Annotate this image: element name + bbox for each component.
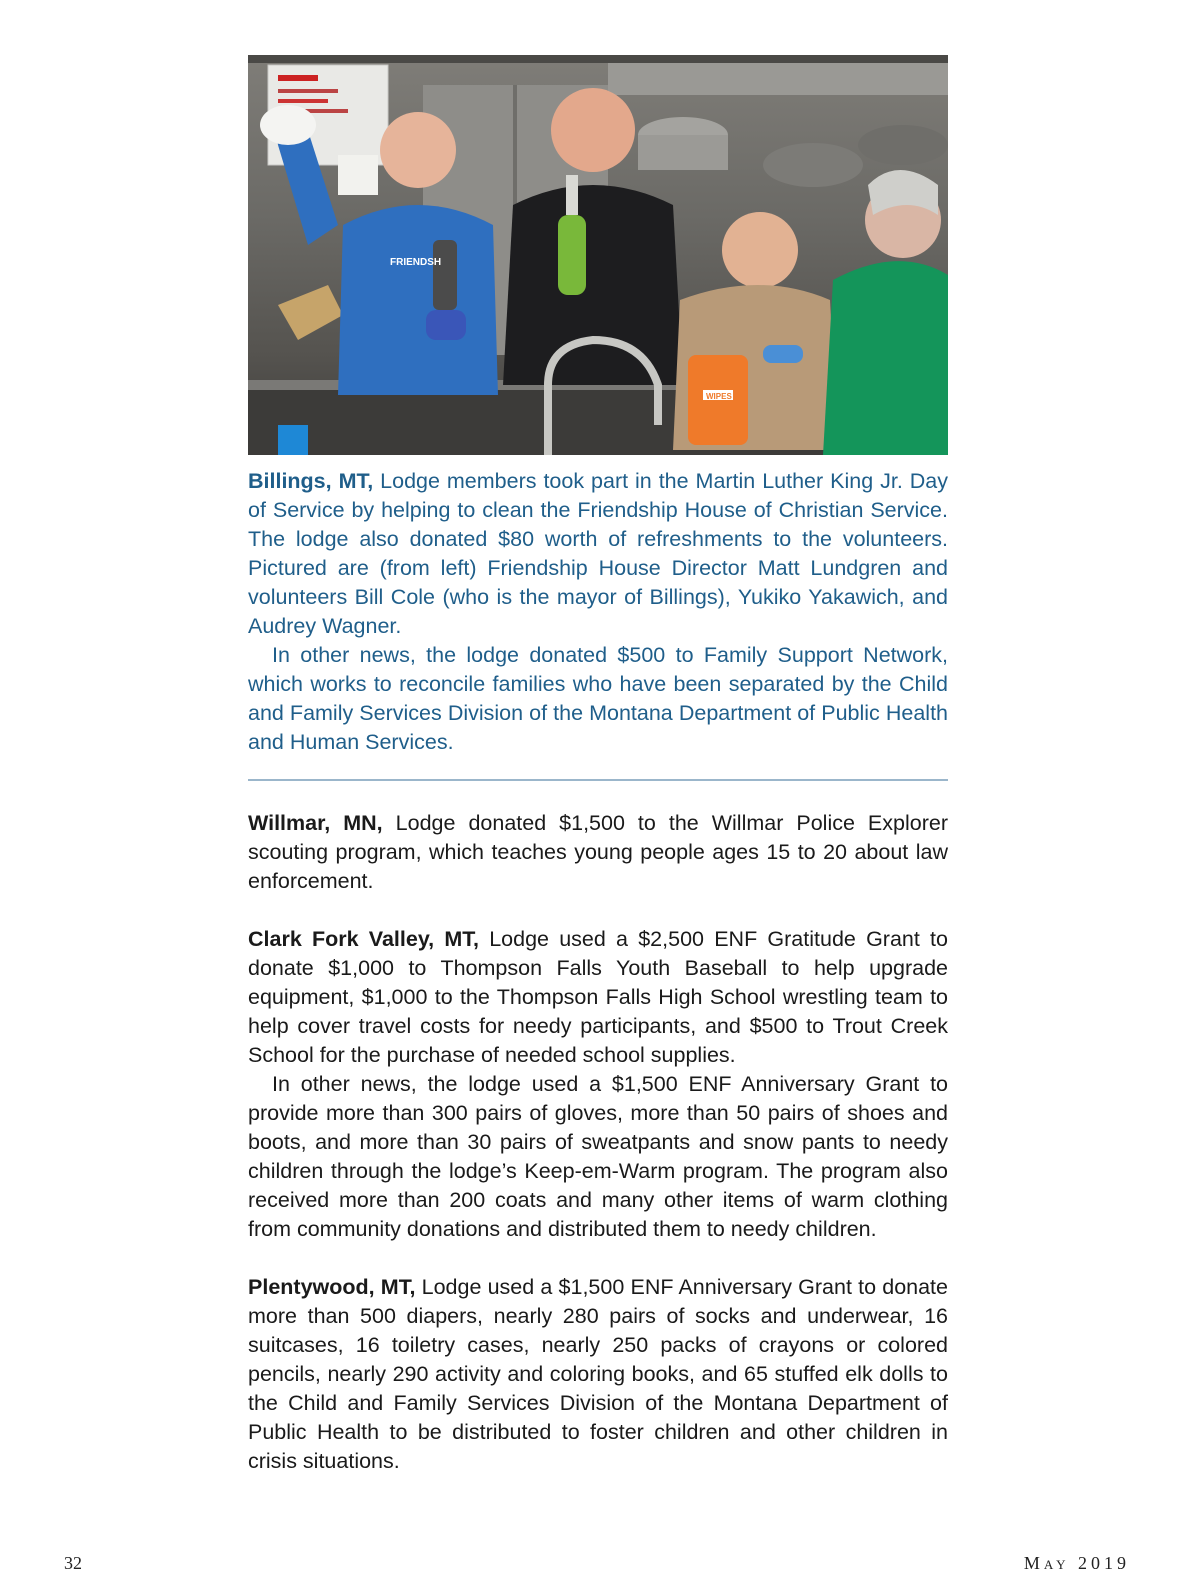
article-plentywood: [248, 1273, 948, 1476]
article-location: Willmar, MN,: [248, 811, 383, 835]
article-willmar: [248, 809, 948, 896]
photo-caption: [248, 467, 948, 757]
article-clark-fork-valley-followup: In other news, the lodge used a $1,500 ENF Anniversary Grant to provide more than 300 pairs of gloves, more than 50 pairs of shoes and boots, and more than 30 pairs of sweatpants and snow pants to needy children through the lodge’s Keep-em-Warm program. The program also received more than 200 coats and many other items of warm clothing from community donations and distributed them to needy children.: [248, 1072, 948, 1241]
caption-location: Billings, MT,: [248, 469, 374, 493]
lodge-news-list: [248, 809, 948, 1476]
article-location: Plentywood, MT,: [248, 1275, 416, 1299]
shirt-logo-text: FRIENDSH: [390, 257, 442, 268]
caption-paragraph-1: [248, 467, 948, 641]
wipes-label-text: WIPES: [706, 392, 732, 401]
issue-date: May 2019: [1023, 1553, 1130, 1573]
section-divider: [248, 779, 948, 781]
caption-text-1: Lodge members took part in the Martin Luther King Jr. Day of Service by helping to clean the Friendship House of Christian Service. The lodge also donated $80 worth of refreshments to the volunteers. Pictured are (from left) Friendship House Director Matt Lundgren and volunteers Bill Cole (who is the mayor of Billings), Yukiko Yakawich, and Audrey Wagner.: [248, 469, 948, 638]
page-number: 32: [64, 1553, 82, 1573]
page-column: [248, 55, 948, 1476]
kitchen-scene-illustration: [248, 55, 948, 455]
article-location: Clark Fork Valley, MT,: [248, 927, 479, 951]
article-clark-fork-valley: [248, 925, 948, 1070]
volunteers-photo: [248, 55, 948, 455]
article-text: Lodge used a $2,500 ENF Gratitude Grant to donate $1,000 to Thompson Falls Youth Baseball to help upgrade equipment, $1,000 to the Thompson Falls High School wrestling team to help cover travel costs for needy participants, and $500 to Trout Creek School for the purchase of needed school supplies.: [248, 927, 948, 1067]
caption-paragraph-2: In other news, the lodge donated $500 to Family Support Network, which works to reconcile families who have been separated by the Child and Family Services Division of the Montana Department of Public Health and Human Services.: [248, 643, 948, 754]
article-text: Lodge used a $1,500 ENF Anniversary Grant to donate more than 500 diapers, nearly 280 pairs of socks and underwear, 16 suitcases, 16 toiletry cases, nearly 250 packs of crayons or colored pencils, nearly 290 activity and coloring books, and 65 stuffed elk dolls to the Child and Family Services Division of the Montana Department of Public Health to be distributed to foster children and other children in crisis situations.: [248, 1275, 948, 1473]
article-text: Lodge donated $1,500 to the Willmar Police Explorer scouting program, which teaches young people ages 15 to 20 about law enforcement.: [248, 811, 948, 893]
